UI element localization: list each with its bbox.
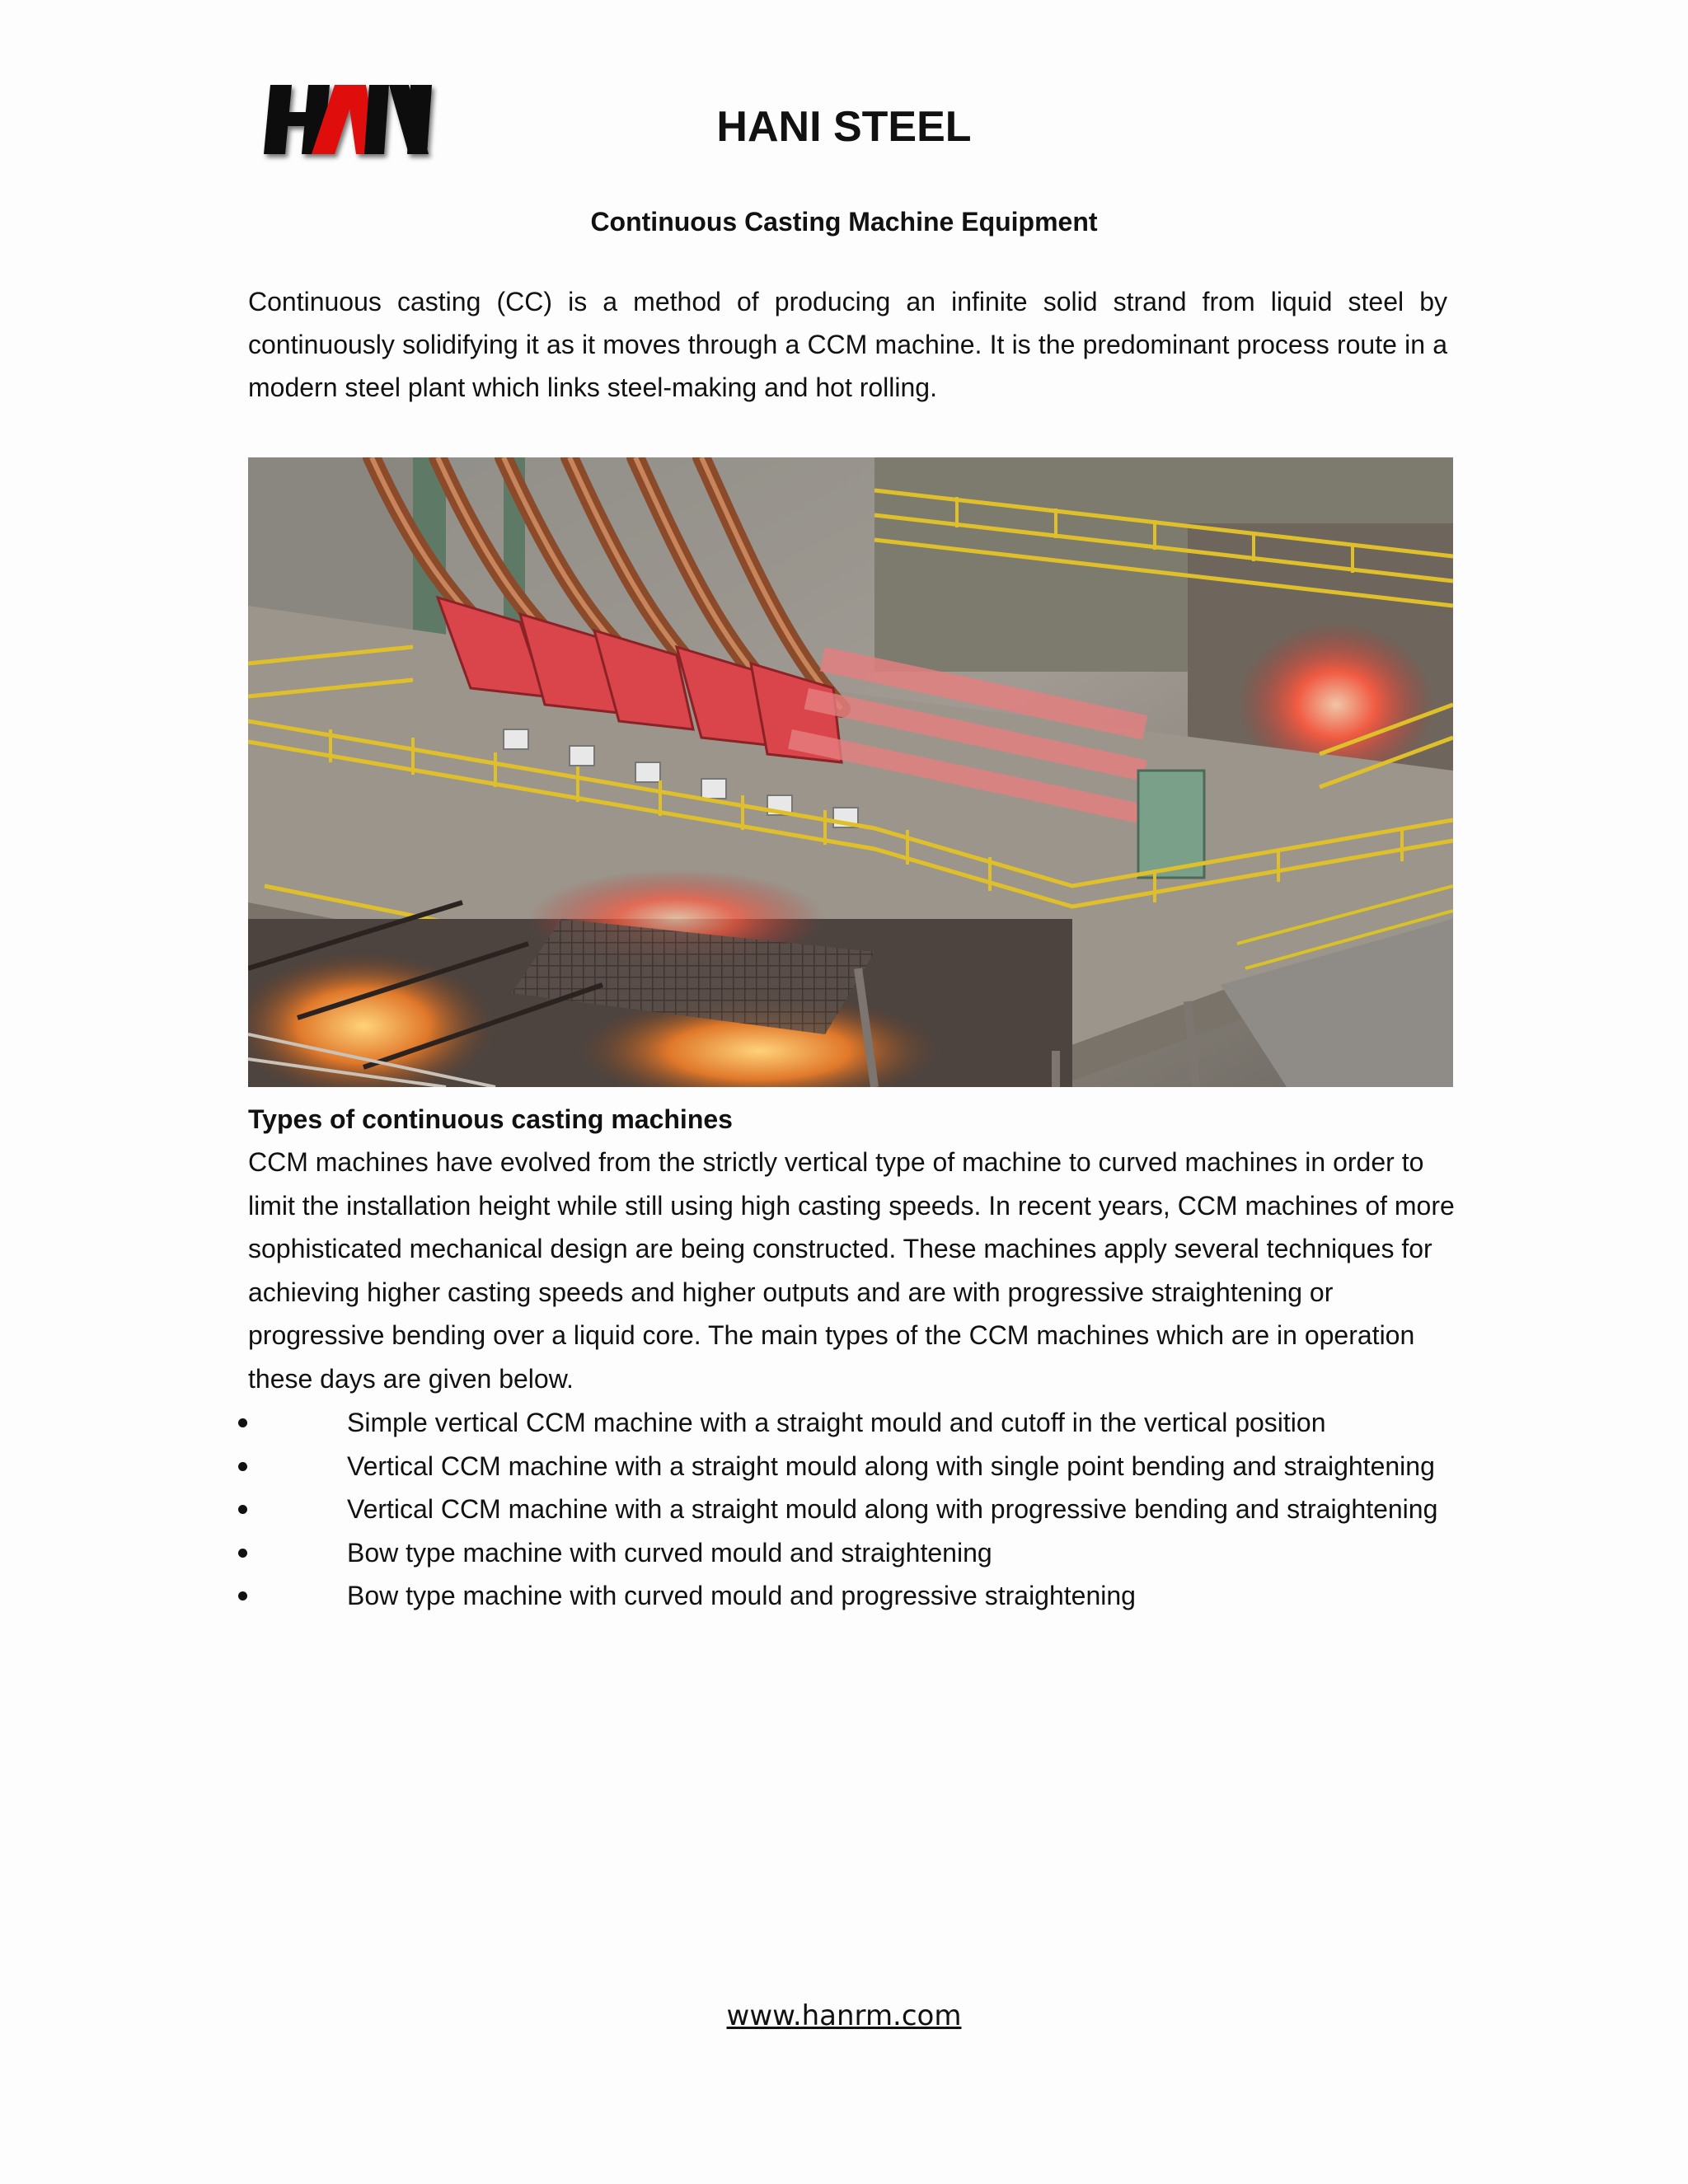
- bullet-icon: [238, 1549, 247, 1558]
- list-item: [0, 1445, 1688, 1488]
- casting-machine-photo: [248, 457, 1453, 1087]
- list-item-text: Bow type machine with curved mould and straightening: [347, 1537, 992, 1568]
- machine-types-list: [0, 1401, 1688, 1618]
- list-item-text: Vertical CCM machine with a straight mould along with single point bending and straightening: [347, 1451, 1435, 1481]
- section-heading: Types of continuous casting machines: [248, 1104, 733, 1134]
- list-item-text: Bow type machine with curved mould and progressive straightening: [347, 1581, 1136, 1610]
- list-item-text: Vertical CCM machine with a straight mould along with progressive bending and straightening: [347, 1494, 1438, 1524]
- list-item: [0, 1574, 1688, 1618]
- document-title: Continuous Casting Machine Equipment: [590, 207, 1098, 237]
- list-item: [0, 1531, 1688, 1575]
- bullet-icon: [238, 1462, 247, 1471]
- bullet-icon: [238, 1505, 247, 1514]
- list-item-text: Simple vertical CCM machine with a straight mould and cutoff in the vertical position: [347, 1408, 1326, 1437]
- bullet-icon: [238, 1591, 247, 1601]
- intro-paragraph: Continuous casting (CC) is a method of producing an infinite solid strand from liquid steel by continuously solidifying it as it moves through a CCM machine. It is the predominant process route in a modern steel plant which links steel-making and hot rolling.: [248, 287, 1447, 402]
- list-item: [0, 1488, 1688, 1531]
- section-paragraph: CCM machines have evolved from the strictly vertical type of machine to curved machines in order to limit the installation height while still using high casting speeds. In recent years, CCM machines of more sophisticated mechanical design are being constructed. These machines apply several techniques for achieving higher casting speeds and higher outputs and are with progressive straightening or progressive bending over a liquid core. The main types of the CCM machines which are in operation these days are given below.: [248, 1147, 1455, 1394]
- company-name: HANI STEEL: [716, 103, 972, 151]
- list-item: [0, 1401, 1688, 1445]
- website-link[interactable]: www.hanrm.com: [726, 1999, 962, 2032]
- bullet-icon: [238, 1418, 247, 1427]
